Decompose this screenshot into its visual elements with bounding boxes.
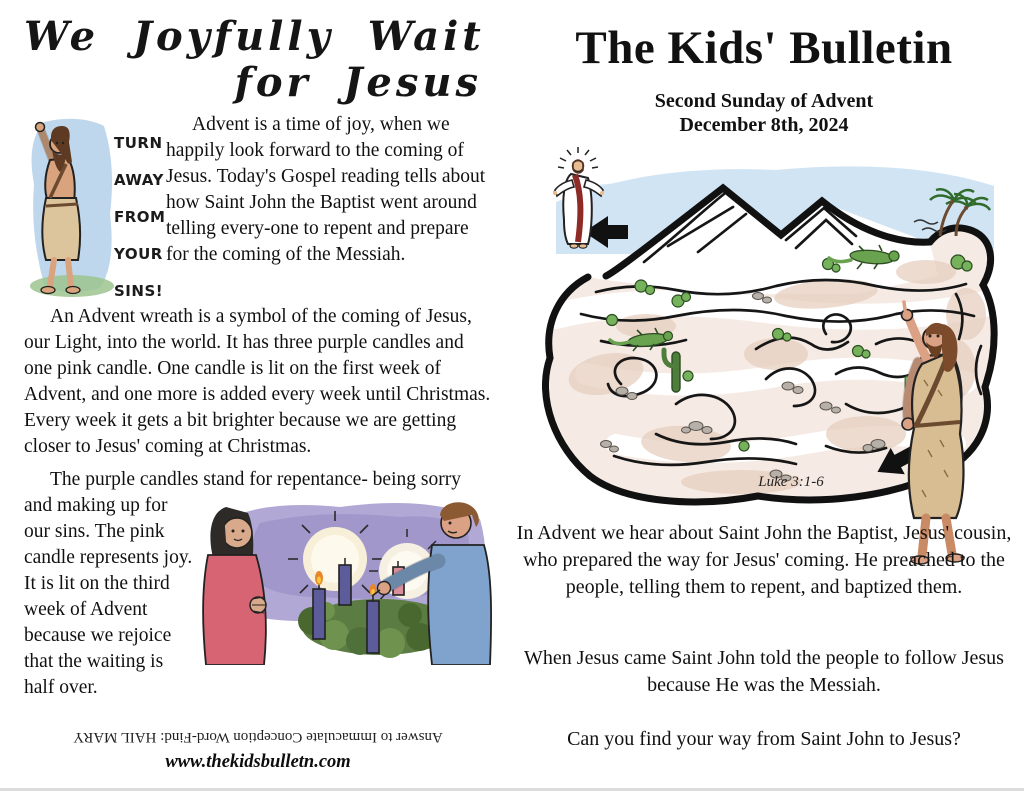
speech-text-line: TURN xyxy=(114,134,163,152)
paragraph-messiah: When Jesus came Saint John told the people to follow Jesus because He was the Messiah. xyxy=(524,647,1004,696)
john-baptist-drawing xyxy=(24,114,166,302)
right-page xyxy=(514,0,1014,791)
website-url: www.thekidsbulletn.com xyxy=(165,752,351,772)
purple-candle-unlit xyxy=(339,558,351,605)
paragraph-advent-wreath xyxy=(24,304,492,460)
speech-text-line: YOUR xyxy=(114,245,163,263)
left-page xyxy=(24,0,492,791)
paragraph-saint-john: In Advent we hear about Saint John the Baptist, Jesus' cousin, who prepared the way for Jesus' coming. He preached to the people, telling them to repent, and baptized them. xyxy=(516,522,1012,598)
paragraph-advent-joy xyxy=(24,112,492,300)
john-baptist-figure-art xyxy=(24,114,116,300)
maze-art xyxy=(526,144,1020,568)
maze-illustration xyxy=(526,144,1020,568)
speech-text-line: AWAY xyxy=(114,171,164,189)
paragraph-text: Advent is a time of joy, when we happily look forward to the coming of Jesus. Today's Gospel reading tells about how Saint John the Baptist went around telling every-one to repent and prepare for the coming of the Messiah. xyxy=(166,114,486,265)
paragraph-text: our sins. The pink candle represents joy. It is lit on the third week of Advent because we rejoice that the waiting is half over. xyxy=(24,521,193,698)
paragraph-text: The purple candles stand for repentance- being sorry and making up for xyxy=(24,469,461,516)
speech-text-line: FROM xyxy=(114,208,166,226)
title-line-1: We Joyfully Wait xyxy=(24,13,485,60)
bulletin-title: The Kids' Bulletin xyxy=(575,22,953,74)
left-page-title xyxy=(24,14,492,106)
children-wreath-art xyxy=(200,493,492,665)
subtitle-sunday: Second Sunday of Advent xyxy=(654,90,874,112)
children-wreath-drawing xyxy=(200,493,492,665)
wordfind-answer-upside-down: Answer to Immaculate Conception Word-Find: HAIL MARY xyxy=(73,729,443,745)
paragraph-purple-candles xyxy=(24,467,492,701)
paragraph-text: An Advent wreath is a symbol of the coming of Jesus, our Light, into the world. It has three purple candles and one pink candle. One candle is lit on the first week of Advent, and one more is added every week until Christmas. Every week it gets a bit brighter because we are getting closer to Jesus' coming at Christmas. xyxy=(24,306,491,457)
speech-text-line: SINS! xyxy=(114,282,164,300)
scripture-reference: Luke 3:1-6 xyxy=(758,474,824,490)
maze-prompt: Can you find your way from Saint John to Jesus? xyxy=(567,728,961,750)
title-line-2: for Jesus xyxy=(234,59,482,106)
subtitle-date: December 8th, 2024 xyxy=(679,114,849,136)
